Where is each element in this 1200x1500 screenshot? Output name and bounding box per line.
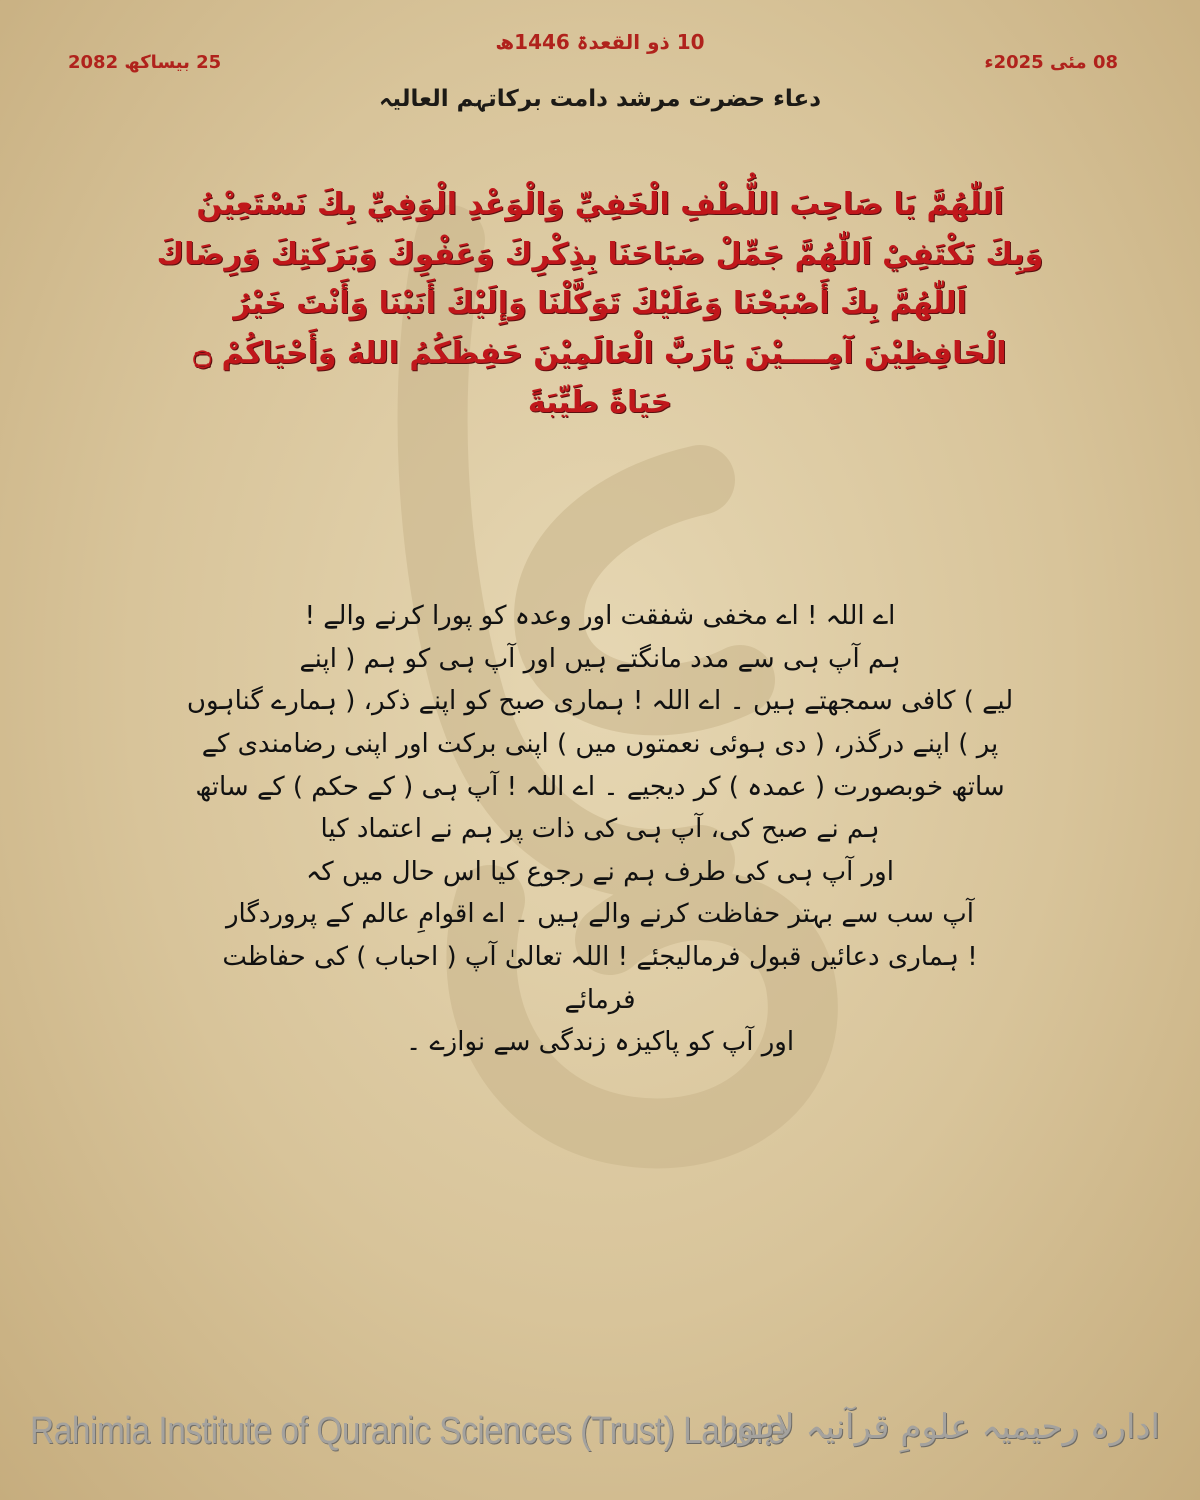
gregorian-date: 08 مئی 2025ء [984,52,1118,73]
arabic-line: حَيَاةً طَيِّبَةً [527,385,673,420]
arabic-line: وَبِكَ نَكْتَفِيْ اَللّٰهُمَّ جَمِّلْ صَبَاحَنَا بِذِكْرِكَ وَعَفْوِكَ وَبَرَكَتِكَ وَرِضَاكَ [156,236,1044,272]
arabic-line: اَللّٰهُمَّ بِكَ أَصْبَحْنَا وَعَلَيْكَ تَوَكَّلْنَا وَإِلَيْكَ أَنَبْنَا وَأَنْتَ خَيْرُ [233,286,967,321]
translation-line: ہم آپ ہی سے مدد مانگتے ہیں اور آپ ہی کو ہم ( اپنے [299,643,901,674]
footer [30,1402,1170,1472]
institute-logo-urdu: ادارہ رحیمیہ علومِ قرآنیہ لاہور [721,1407,1160,1447]
translation-line: پر ) اپنے درگذر، ( دی ہوئی نعمتوں میں ) اپنی برکت اور اپنی رضامندی کے [201,728,999,759]
translation-line: اور آپ کو پاکیزہ زندگی سے نوازے ۔ [405,1027,795,1058]
bikrami-date: 25 بیساکھ 2082 [68,52,222,73]
translation-line: ہم نے صبح کی، آپ ہی کی ذات پر ہم نے اعتماد کیا [320,814,880,845]
translation-line: ساتھ خوبصورت ( عمدہ ) کر دیجیے ۔ اے اللہ ! آپ ہی ( کے حکم ) کے ساتھ [195,771,1005,802]
arabic-line: اَللّٰهُمَّ يَا صَاحِبَ اللُّطْفِ الْخَفِيِّ وَالْوَعْدِ الْوَفِيِّ بِكَ نَسْتَعِيْنُ [196,187,1004,222]
translation-line: لیے ) کافی سمجھتے ہیں ۔ اے اللہ ! ہماری صبح کو اپنے ذکر، ( ہمارے گناہوں [186,686,1014,717]
hijri-date: 10 ذو القعدۃ 1446ھ [495,30,705,54]
page-title: دعاء حضرت مرشد دامت برکاتہم العالیہ [378,86,822,112]
translation-line: آپ سب سے بہتر حفاظت کرنے والے ہیں ۔ اے اقوامِ عالم کے پروردگار [225,899,974,930]
translation-line: اور آپ ہی کی طرف ہم نے رجوع کیا اس حال میں کہ [306,856,894,887]
translation-line: ! ہماری دعائیں قبول فرمالیجئے ! اللہ تعالیٰ آپ ( احباب ) کی حفاظت فرمائے [222,942,978,1015]
institute-name-english: Rahimia Institute of Quranic Sciences (Trust) Lahore [30,1410,785,1452]
translation-line: اے اللہ ! اے مخفی شفقت اور وعدہ کو پورا کرنے والے ! [304,601,896,631]
arabic-line: الْحَافِظِيْنَ آمِــــيْنَ يَارَبَّ الْعَالَمِيْنَ حَفِظَكُمُ اللهُ وَأَحْيَاكُمْ ۝ [193,335,1007,371]
arabic-dua [110,180,1090,428]
urdu-translation [185,595,1015,1064]
